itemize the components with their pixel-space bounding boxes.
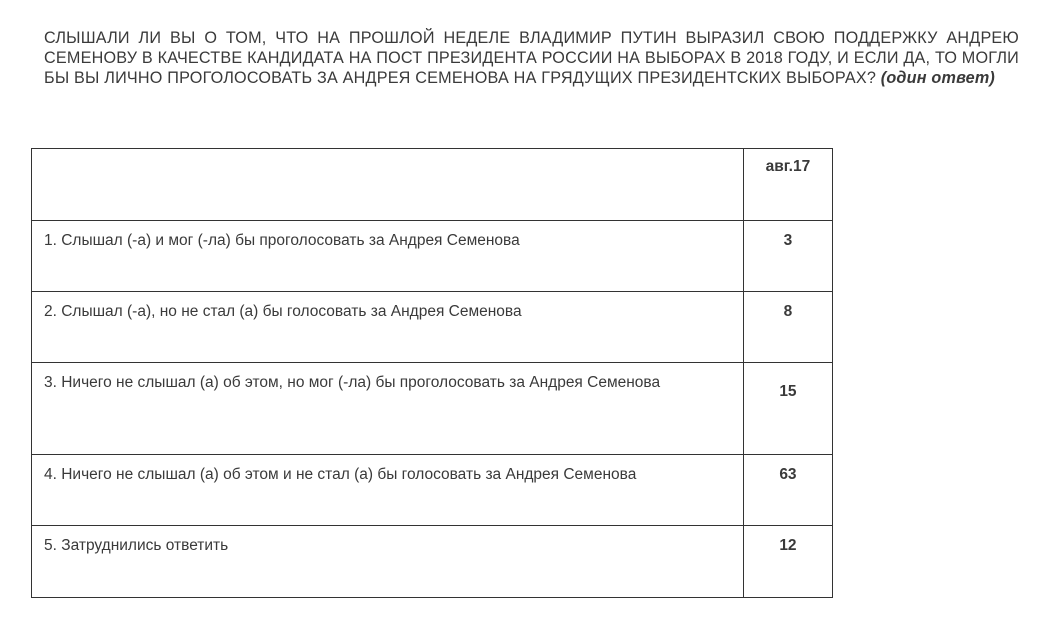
- results-table: [31, 148, 833, 598]
- answer-label: 3. Ничего не слышал (а) об этом, но мог (-ла) бы проголосовать за Андрея Семенова: [32, 363, 744, 455]
- table-row: [32, 363, 833, 455]
- table-row: [32, 455, 833, 526]
- table-row: [32, 526, 833, 598]
- answer-label: 2. Слышал (-а), но не стал (а) бы голосовать за Андрея Семенова: [32, 292, 744, 363]
- answer-value: 3: [743, 221, 832, 292]
- answer-label: 4. Ничего не слышал (а) об этом и не стал (а) бы голосовать за Андрея Семенова: [32, 455, 744, 526]
- answer-note: (один ответ): [880, 69, 996, 87]
- table-header-row: [32, 149, 833, 221]
- table-row: [32, 221, 833, 292]
- survey-question: [44, 28, 1019, 88]
- header-empty-cell: [32, 149, 744, 221]
- table-row: [32, 292, 833, 363]
- answer-value: 15: [743, 363, 832, 455]
- answer-label: 1. Слышал (-а) и мог (-ла) бы проголосовать за Андрея Семенова: [32, 221, 744, 292]
- column-header-date: авг.17: [743, 149, 832, 221]
- answer-value: 12: [743, 526, 832, 598]
- question-text: СЛЫШАЛИ ЛИ ВЫ О ТОМ, ЧТО НА ПРОШЛОЙ НЕДЕЛЕ ВЛАДИМИР ПУТИН ВЫРАЗИЛ СВОЮ ПОДДЕРЖКУ АНДРЕЮ СЕМЕНОВУ В КАЧЕСТВЕ КАНДИДАТА НА ПОСТ ПРЕЗИДЕНТА РОССИИ НА ВЫБОРАХ В 2018 ГОДУ, И ЕСЛИ ДА, ТО МОГЛИ БЫ ВЫ ЛИЧНО ПРОГОЛОСОВАТЬ ЗА АНДРЕЯ СЕМЕНОВА НА ГРЯДУЩИХ ПРЕЗИДЕНТСКИХ ВЫБОРАХ?: [44, 29, 1019, 87]
- answer-value: 63: [743, 455, 832, 526]
- answer-value: 8: [743, 292, 832, 363]
- answer-label: 5. Затруднились ответить: [32, 526, 744, 598]
